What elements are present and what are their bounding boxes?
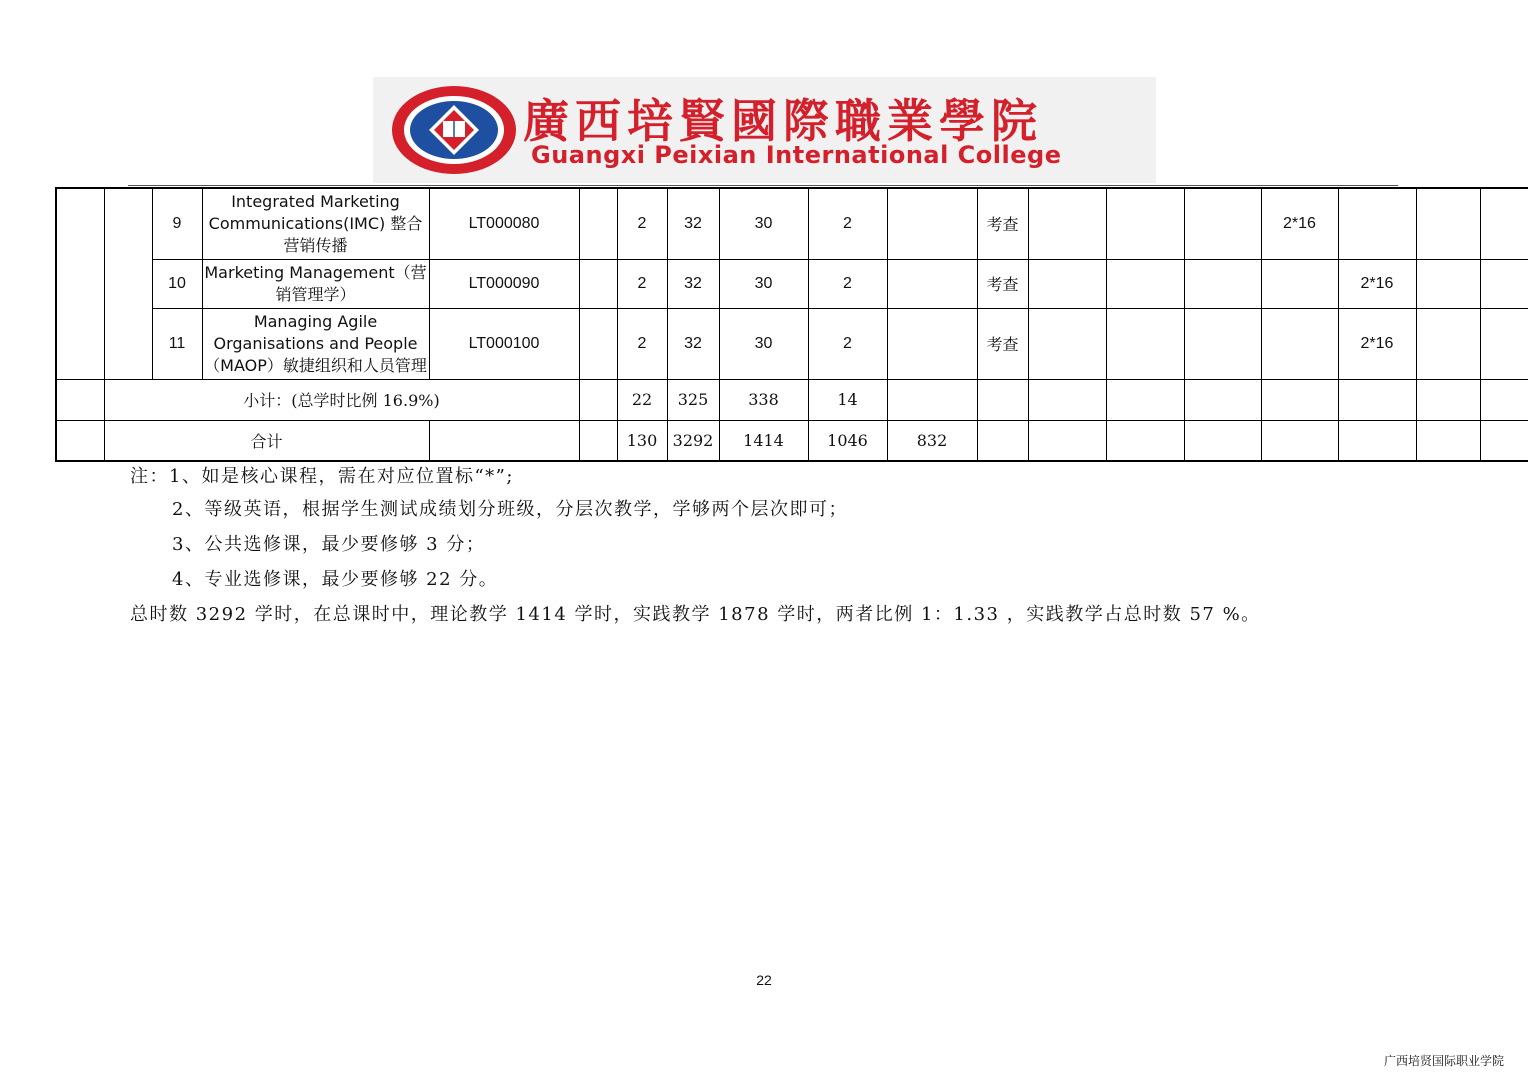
term-6: [1416, 259, 1480, 308]
course-no: 10: [152, 259, 202, 308]
blank-cell: [579, 259, 617, 308]
blank-cell: [1480, 379, 1528, 420]
subtotal-hours: 325: [667, 379, 719, 420]
blank-cell: [1106, 379, 1184, 420]
blank-cell: [1184, 379, 1261, 420]
total-row: [56, 420, 1528, 461]
header-banner: [373, 77, 1156, 183]
blank-cell: [1028, 420, 1106, 461]
blank-cell: [1106, 420, 1184, 461]
term-5: [1338, 188, 1416, 259]
subtotal-row: [56, 379, 1528, 420]
course-code: LT000090: [429, 259, 579, 308]
subtotal-theory: 338: [719, 379, 808, 420]
blank-cell: [1261, 420, 1338, 461]
table-row: [56, 259, 1528, 308]
term-4: [1261, 308, 1338, 379]
extra-hours: [887, 308, 977, 379]
term-6: [1416, 308, 1480, 379]
term-2: [1106, 259, 1184, 308]
blank-cell: [977, 420, 1028, 461]
table-row: [56, 188, 1528, 259]
blank-cell: [1338, 420, 1416, 461]
total-extra: 832: [887, 420, 977, 461]
category-cell: [56, 188, 104, 379]
blank-cell: [977, 379, 1028, 420]
blank-cell: [429, 420, 579, 461]
total-theory: 1414: [719, 420, 808, 461]
note-3: 3、公共选修课，最少要修够 3 分；: [172, 534, 486, 555]
total-credit: 130: [617, 420, 667, 461]
term-3: [1184, 259, 1261, 308]
practice-hours: 2: [808, 188, 887, 259]
subtotal-credit: 22: [617, 379, 667, 420]
hours: 32: [667, 188, 719, 259]
course-no: 11: [152, 308, 202, 379]
course-name: Marketing Management（营销管理学）: [202, 259, 429, 308]
total-practice: 1046: [808, 420, 887, 461]
blank-cell: [1480, 420, 1528, 461]
course-name: Integrated Marketing Communications(IMC) 整合营销传播: [202, 188, 429, 259]
term-1: [1028, 308, 1106, 379]
theory-hours: 30: [719, 259, 808, 308]
subcategory-cell: [104, 188, 152, 379]
term-5: 2*16: [1338, 259, 1416, 308]
blank-cell: [1184, 420, 1261, 461]
blank-cell: [1261, 379, 1338, 420]
table-row: [56, 308, 1528, 379]
note-2: 2、等级英语，根据学生测试成绩划分班级，分层次教学，学够两个层次即可；: [172, 499, 848, 520]
blank-cell: [1338, 379, 1416, 420]
course-code: LT000100: [429, 308, 579, 379]
term-1: [1028, 259, 1106, 308]
blank-cell: [1416, 379, 1480, 420]
page-number: 22: [756, 972, 772, 988]
college-name-en: Guangxi Peixian International College: [531, 141, 1062, 169]
header-rule: [128, 185, 1398, 186]
total-hours: 3292: [667, 420, 719, 461]
credit: 2: [617, 259, 667, 308]
term-3: [1184, 188, 1261, 259]
blank-cell: [1480, 188, 1528, 259]
credit: 2: [617, 308, 667, 379]
hours: 32: [667, 259, 719, 308]
course-name: Managing Agile Organisations and People（MAOP）敏捷组织和人员管理: [202, 308, 429, 379]
blank-cell: [1028, 379, 1106, 420]
blank-cell: [56, 379, 104, 420]
footer-school-name: 广西培贤国际职业学院: [1383, 1054, 1504, 1068]
assessment: 考查: [977, 308, 1028, 379]
course-code: LT000080: [429, 188, 579, 259]
blank-cell: [1416, 420, 1480, 461]
blank-cell: [56, 420, 104, 461]
assessment: 考查: [977, 259, 1028, 308]
blank-cell: [579, 420, 617, 461]
total-label: 合计: [104, 420, 429, 461]
course-no: 9: [152, 188, 202, 259]
term-4: 2*16: [1261, 188, 1338, 259]
term-6: [1416, 188, 1480, 259]
blank-cell: [579, 379, 617, 420]
note-1: 注：1、如是核心课程，需在对应位置标“*”;: [130, 466, 514, 487]
blank-cell: [1480, 259, 1528, 308]
term-2: [1106, 188, 1184, 259]
blank-cell: [579, 188, 617, 259]
college-name-cn: 廣西培賢國際職業學院: [523, 94, 1043, 148]
practice-hours: 2: [808, 259, 887, 308]
term-3: [1184, 308, 1261, 379]
note-4: 4、专业选修课，最少要修够 22 分。: [172, 569, 499, 590]
term-2: [1106, 308, 1184, 379]
blank-cell: [887, 379, 977, 420]
theory-hours: 30: [719, 188, 808, 259]
blank-cell: [579, 308, 617, 379]
credit: 2: [617, 188, 667, 259]
term-4: [1261, 259, 1338, 308]
extra-hours: [887, 188, 977, 259]
subtotal-label: 小计：(总学时比例 16.9%): [104, 379, 579, 420]
term-1: [1028, 188, 1106, 259]
blank-cell: [1480, 308, 1528, 379]
summary-note: 总时数 3292 学时，在总课时中，理论教学 1414 学时，实践教学 1878 学时，两者比例 1：1.33 ，实践教学占总时数 57 %。: [130, 604, 1261, 625]
college-seal-icon: [391, 85, 517, 175]
extra-hours: [887, 259, 977, 308]
hours: 32: [667, 308, 719, 379]
curriculum-table: [55, 187, 1528, 462]
practice-hours: 2: [808, 308, 887, 379]
assessment: 考查: [977, 188, 1028, 259]
subtotal-practice: 14: [808, 379, 887, 420]
theory-hours: 30: [719, 308, 808, 379]
term-5: 2*16: [1338, 308, 1416, 379]
